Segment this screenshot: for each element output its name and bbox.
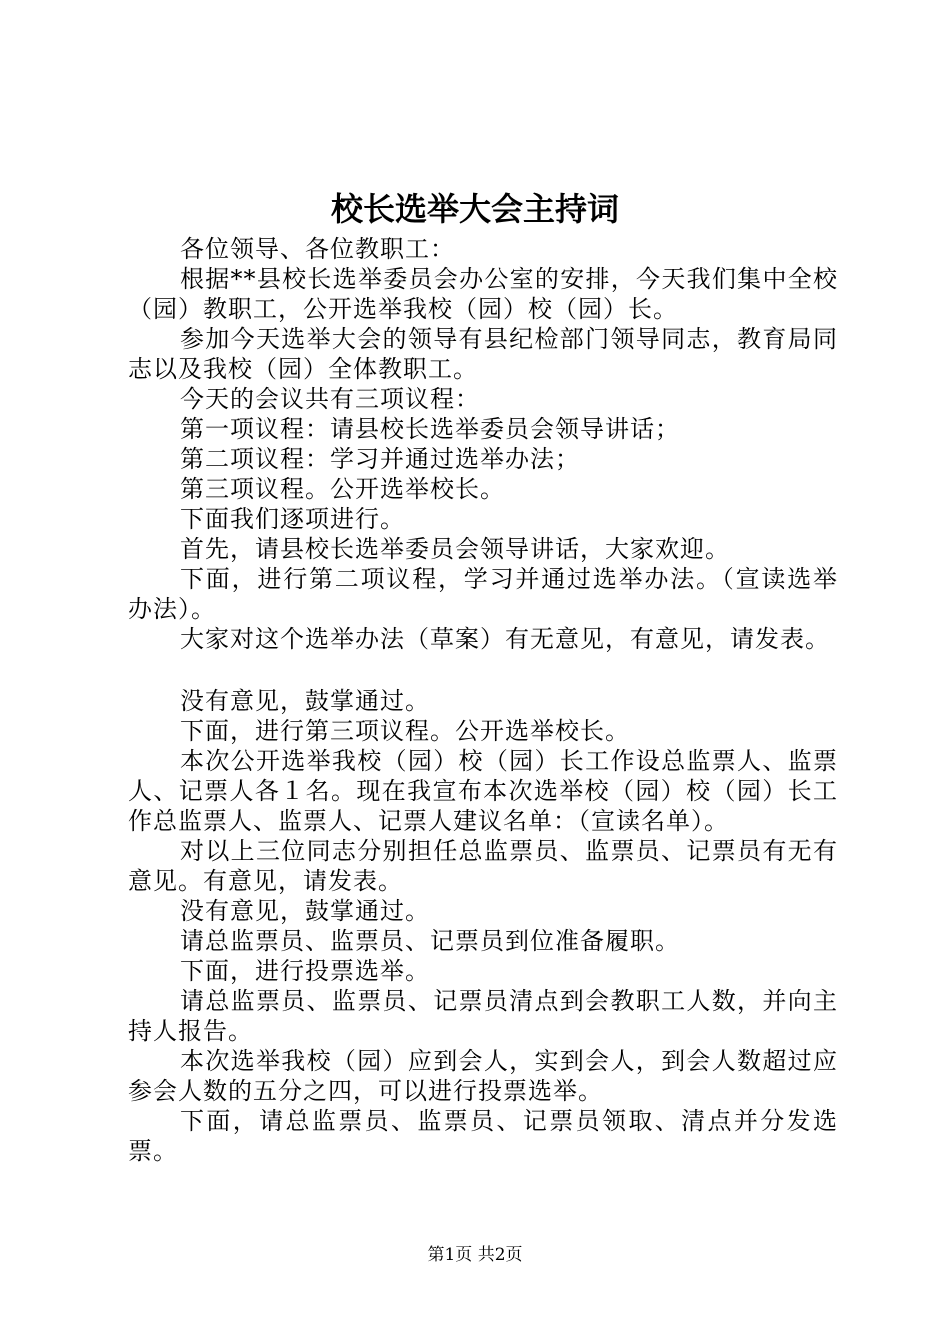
paragraph: 各位领导、各位教职工： — [180, 235, 455, 263]
paragraph: 对以上三位同志分别担任总监票员、监票员、记票员有无有意见。有意见，请发表。 — [128, 837, 838, 895]
paragraph: 大家对这个选举办法（草案）有无意见，有意见，请发表。 — [180, 625, 830, 653]
paragraph: 没有意见，鼓掌通过。 — [180, 687, 430, 715]
paragraph: 首先，请县校长选举委员会领导讲话，大家欢迎。 — [180, 535, 730, 563]
paragraph: 没有意见，鼓掌通过。 — [180, 897, 430, 925]
paragraph: 下面我们逐项进行。 — [180, 505, 405, 533]
paragraph: 下面，请总监票员、监票员、记票员领取、清点并分发选票。 — [128, 1107, 838, 1165]
paragraph: 第一项议程：请县校长选举委员会领导讲话； — [180, 415, 680, 443]
document-body — [128, 234, 838, 1166]
paragraph: 本次选举我校（园）应到会人，实到会人，到会人数超过应参会人数的五分之四，可以进行投票选举。 — [128, 1047, 838, 1105]
document-title: 校长选举大会主持词 — [330, 190, 619, 228]
paragraph: 本次公开选举我校（园）校（园）长工作设总监票人、监票人、记票人各１名。现在我宣布本次选举校（园）校（园）长工作总监票人、监票人、记票人建议名单：（宣读名单）。 — [128, 747, 838, 835]
paragraph: 请总监票员、监票员、记票员到位准备履职。 — [180, 927, 680, 955]
paragraph: 下面，进行第二项议程，学习并通过选举办法。（宣读选举办法）。 — [128, 565, 838, 623]
paragraph: 今天的会议共有三项议程： — [180, 385, 480, 413]
paragraph: 请总监票员、监票员、记票员清点到会教职工人数，并向主持人报告。 — [128, 987, 838, 1045]
page-footer: 第1页 共2页 — [427, 1245, 523, 1265]
paragraph: 下面，进行投票选举。 — [180, 957, 430, 985]
paragraph: 下面，进行第三项议程。公开选举校长。 — [180, 717, 630, 745]
paragraph: 第二项议程：学习并通过选举办法； — [180, 445, 580, 473]
paragraph: 根据**县校长选举委员会办公室的安排，今天我们集中全校（园）教职工，公开选举我校（园）校（园）长。 — [128, 265, 838, 323]
paragraph: 第三项议程。公开选举校长。 — [180, 475, 505, 503]
paragraph: 参加今天选举大会的领导有县纪检部门领导同志，教育局同志以及我校（园）全体教职工。 — [128, 325, 838, 383]
